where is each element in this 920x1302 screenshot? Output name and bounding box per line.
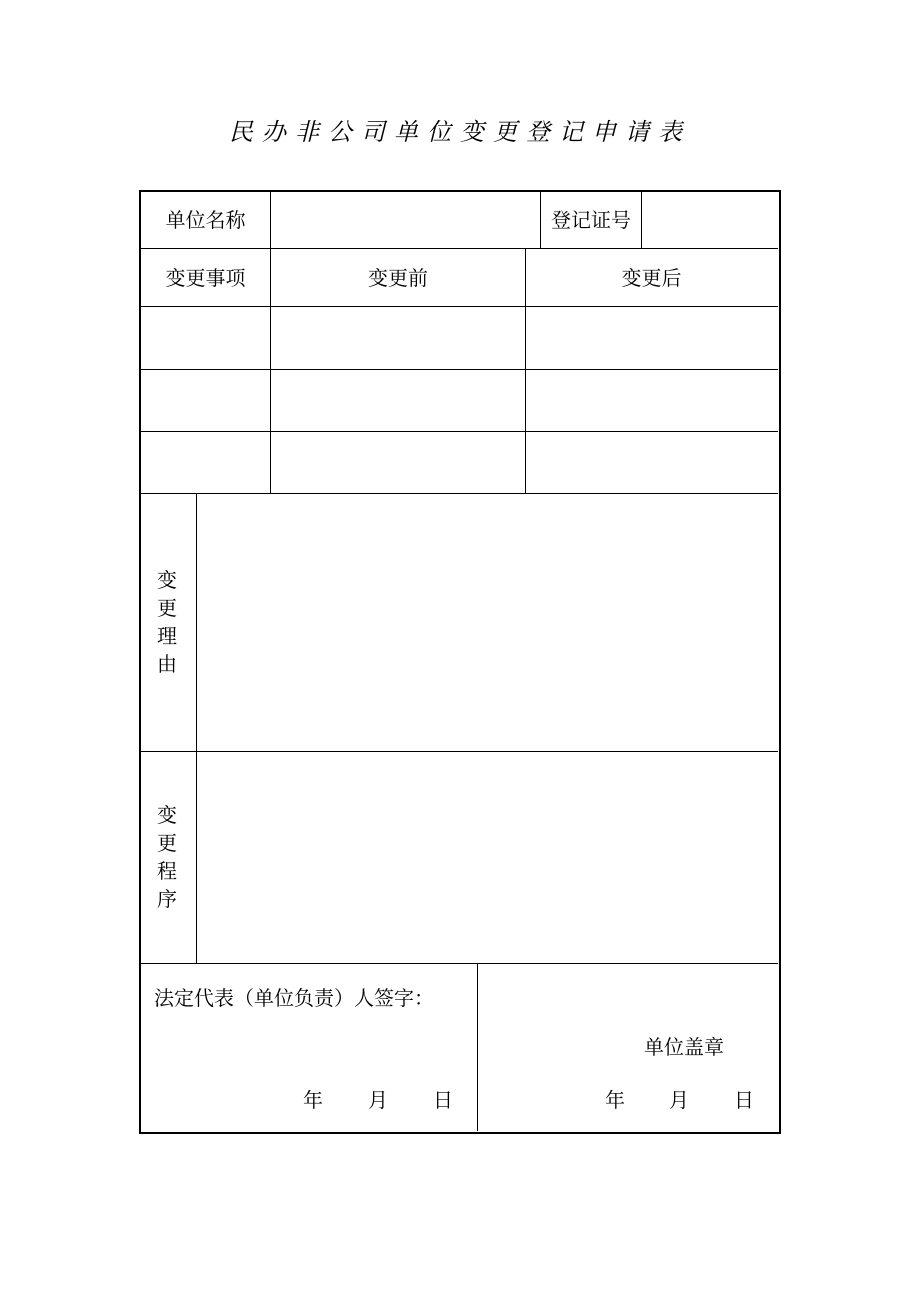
change-item-header: 变更事项 bbox=[165, 266, 246, 290]
change-procedure-label-char: 程 bbox=[157, 859, 177, 883]
change-reason-label bbox=[152, 566, 182, 678]
change-procedure-label bbox=[152, 801, 182, 913]
registration-number-label: 登记证号 bbox=[551, 208, 631, 232]
change-item-cell[interactable] bbox=[141, 307, 270, 369]
change-item-cell[interactable] bbox=[141, 370, 270, 431]
seal-date-year: 年 bbox=[605, 1088, 625, 1112]
before-change-cell[interactable] bbox=[271, 370, 525, 431]
row-divider bbox=[141, 963, 778, 964]
change-procedure-label-char: 更 bbox=[157, 831, 177, 855]
unit-name-label: 单位名称 bbox=[165, 208, 246, 232]
change-reason-label-char: 更 bbox=[157, 596, 177, 620]
seal-date-month: 月 bbox=[669, 1088, 689, 1112]
after-change-cell[interactable] bbox=[526, 370, 777, 431]
signature-date-year: 年 bbox=[303, 1088, 323, 1112]
unit-name-field[interactable] bbox=[271, 192, 540, 248]
after-change-header: 变更后 bbox=[621, 266, 682, 290]
change-reason-field[interactable] bbox=[197, 494, 777, 751]
before-change-cell[interactable] bbox=[271, 307, 525, 369]
change-reason-label-char: 理 bbox=[157, 624, 177, 648]
change-reason-label-char: 由 bbox=[157, 652, 177, 676]
change-item-cell[interactable] bbox=[141, 432, 270, 493]
signature-date-day: 日 bbox=[433, 1088, 453, 1112]
change-procedure-field[interactable] bbox=[197, 752, 777, 963]
seal-date-day: 日 bbox=[734, 1088, 754, 1112]
after-change-cell[interactable] bbox=[526, 432, 777, 493]
row-divider bbox=[141, 248, 778, 249]
registration-number-field[interactable] bbox=[642, 192, 777, 248]
after-change-cell[interactable] bbox=[526, 307, 777, 369]
legal-representative-signature-label: 法定代表（单位负责）人签字： bbox=[154, 986, 434, 1010]
change-procedure-label-char: 序 bbox=[157, 887, 177, 911]
change-reason-label-char: 变 bbox=[157, 568, 177, 592]
column-divider bbox=[477, 963, 478, 1131]
unit-seal-label: 单位盖章 bbox=[644, 1035, 724, 1059]
page-title: 民办非公司单位变更登记申请表 bbox=[229, 118, 691, 146]
before-change-header: 变更前 bbox=[368, 266, 428, 290]
signature-date-month: 月 bbox=[368, 1088, 388, 1112]
change-procedure-label-char: 变 bbox=[157, 803, 177, 827]
before-change-cell[interactable] bbox=[271, 432, 525, 493]
